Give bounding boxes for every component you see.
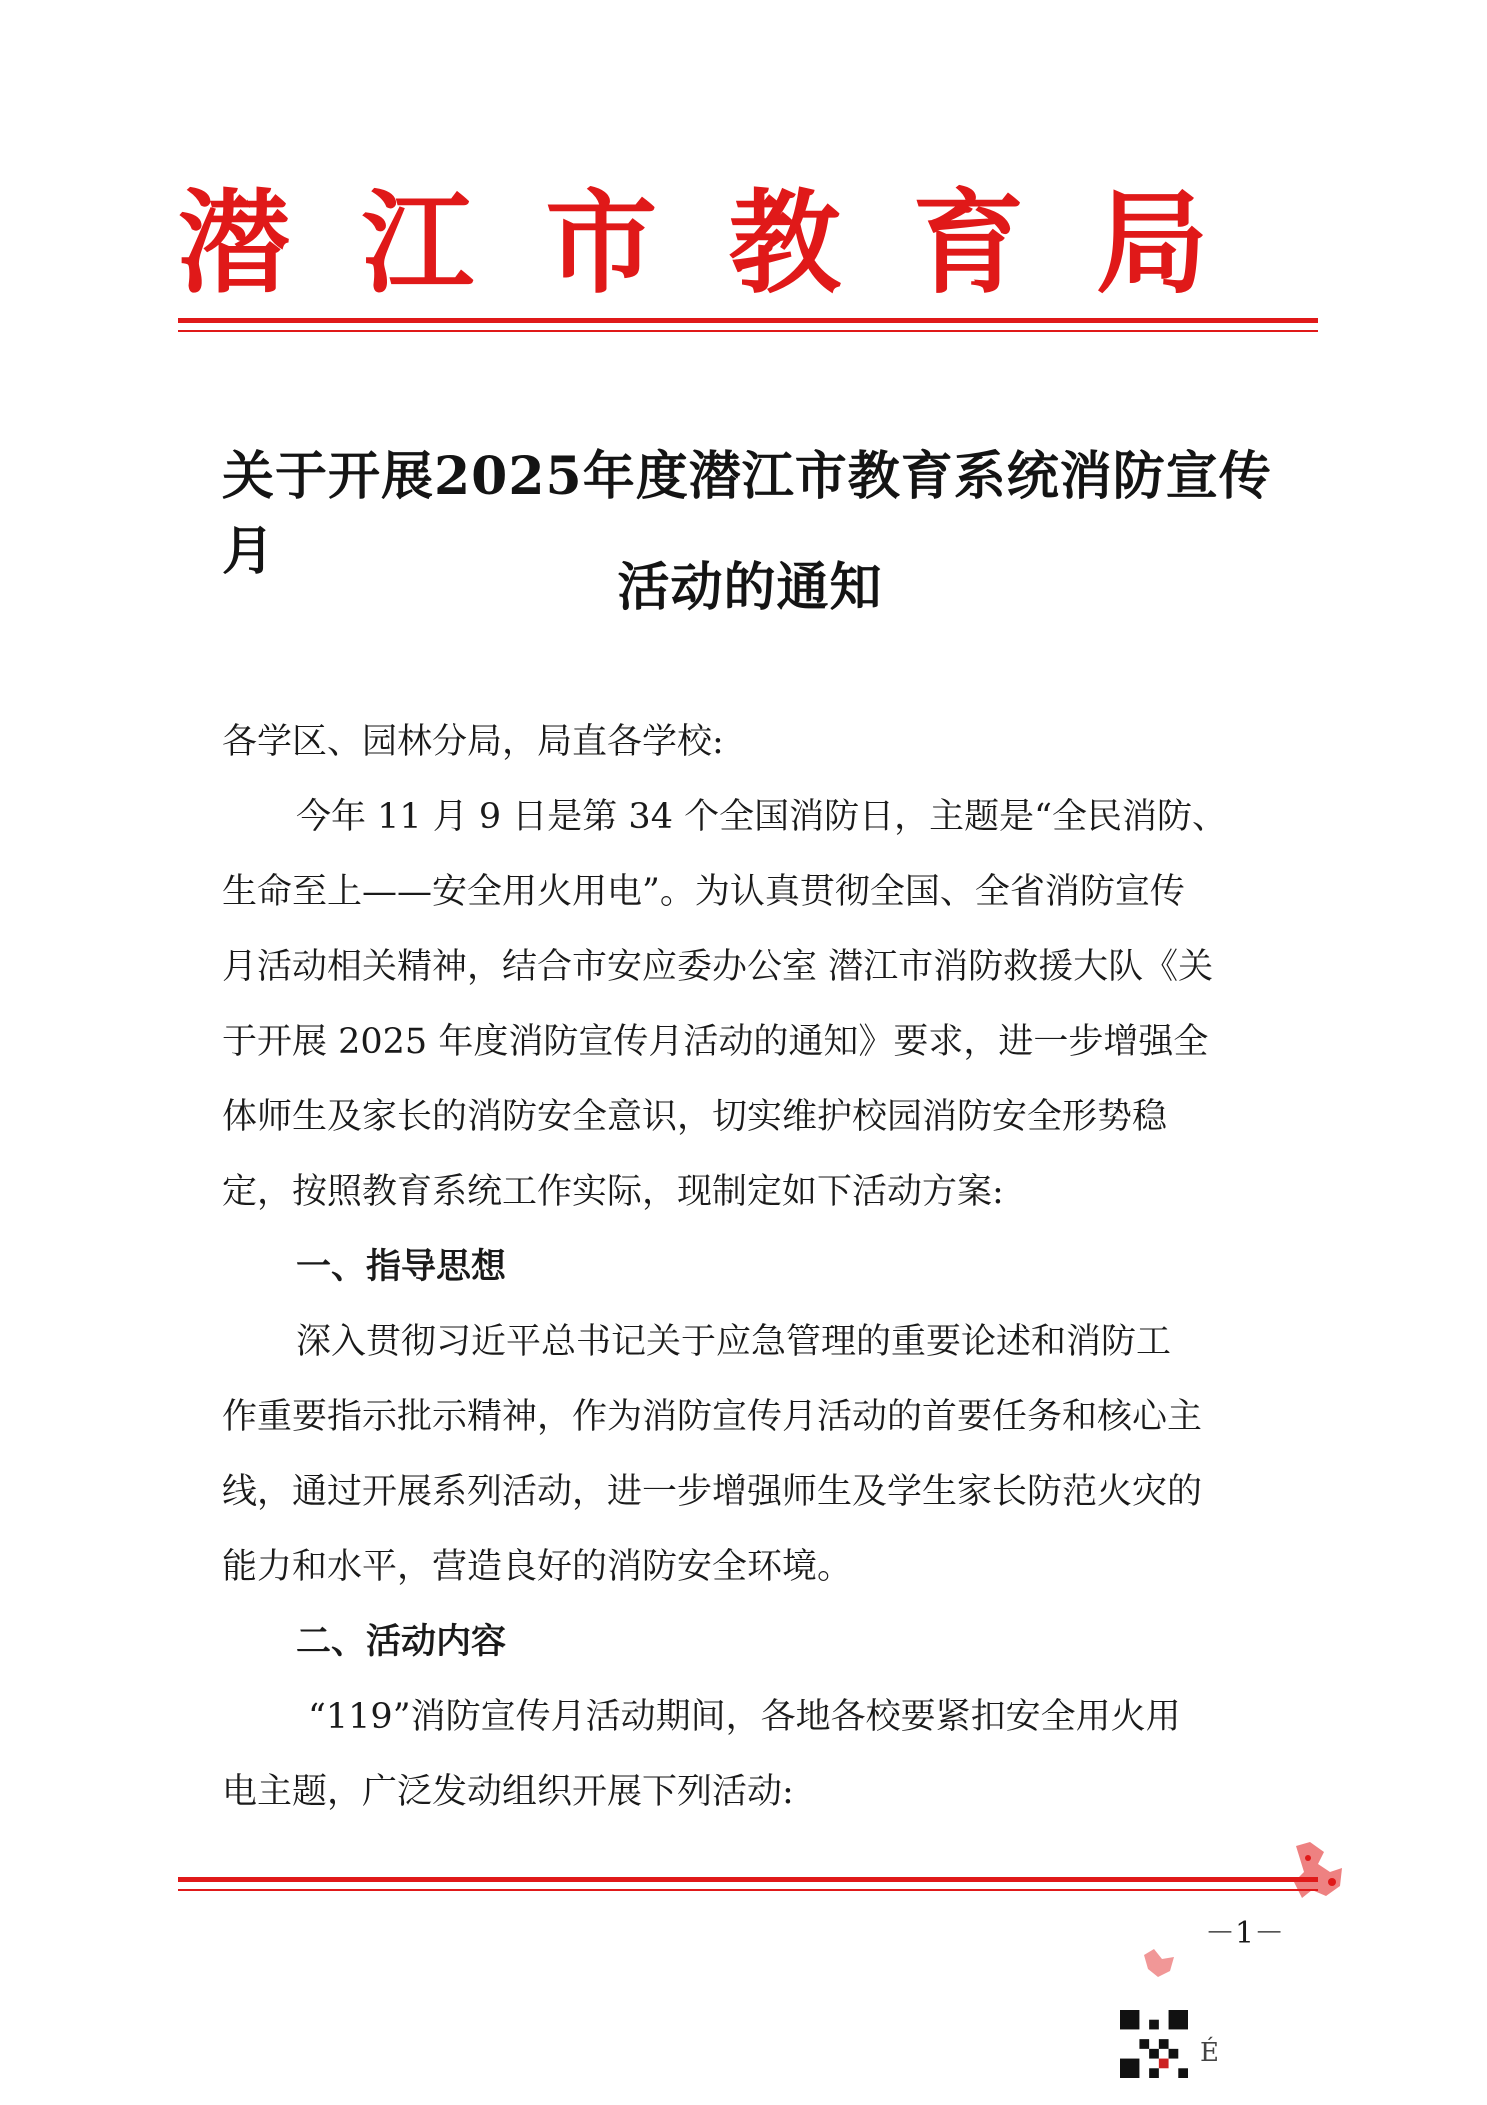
seal-fragment [1290,1838,1350,1908]
document-title-line2: 活动的通知 [617,557,883,618]
paragraph-line: 生命至上——安全用火用电”。为认真贯彻全国、全省消防宣传 [222,872,1185,912]
paragraph-line: “119”消防宣传月活动期间，各地各校要紧扣安全用火用 [308,1697,1181,1737]
salutation: 各学区、园林分局，局直各学校: [222,722,724,762]
paragraph-line: 线，通过开展系列活动，进一步增强师生及学生家长防范火灾的 [222,1472,1203,1512]
page-number: －1－ [1205,1916,1285,1951]
seal-fragment [1140,1945,1180,1981]
paragraph-line: 作重要指示批示精神，作为消防宣传月活动的首要任务和核心主 [222,1397,1203,1437]
paragraph-line: 深入贯彻习近平总书记关于应急管理的重要论述和消防工 [296,1322,1172,1362]
paragraph-line: 电主题，广泛发动组织开展下列活动: [222,1772,794,1812]
masthead-char: 局 [1095,178,1208,309]
masthead-char: 育 [912,178,1025,309]
masthead-char: 市 [545,178,658,309]
footer-divider-thin [178,1889,1318,1891]
qr-code [1120,2010,1188,2078]
document-body [222,0,1280,2105]
section-heading: 二、活动内容 [296,1622,507,1662]
paragraph-line: 于开展 2025 年度消防宣传月活动的通知》要求，进一步增强全 [222,1022,1209,1062]
qr-caption: É [1200,2038,1219,2068]
footer-divider [178,1877,1318,1882]
paragraph-line: 月活动相关精神，结合市安应委办公室 潜江市消防救援大队《关 [222,947,1214,987]
masthead-char: 教 [728,178,841,309]
paragraph-line: 今年 11 月 9 日是第 34 个全国消防日，主题是“全民消防、 [296,797,1227,837]
paragraph-line: 体师生及家长的消防安全意识，切实维护校园消防安全形势稳 [222,1097,1168,1137]
section-heading: 一、指导思想 [296,1247,507,1287]
document-title-line1: 关于开展2025年度潜江市教育系统消防宣传月 [222,446,1272,582]
masthead-char: 江 [361,178,474,309]
paragraph-line: 定，按照教育系统工作实际，现制定如下活动方案: [222,1172,1004,1212]
masthead-char: 潜 [178,178,290,309]
paragraph-line: 能力和水平，营造良好的消防安全环境。 [222,1547,853,1587]
